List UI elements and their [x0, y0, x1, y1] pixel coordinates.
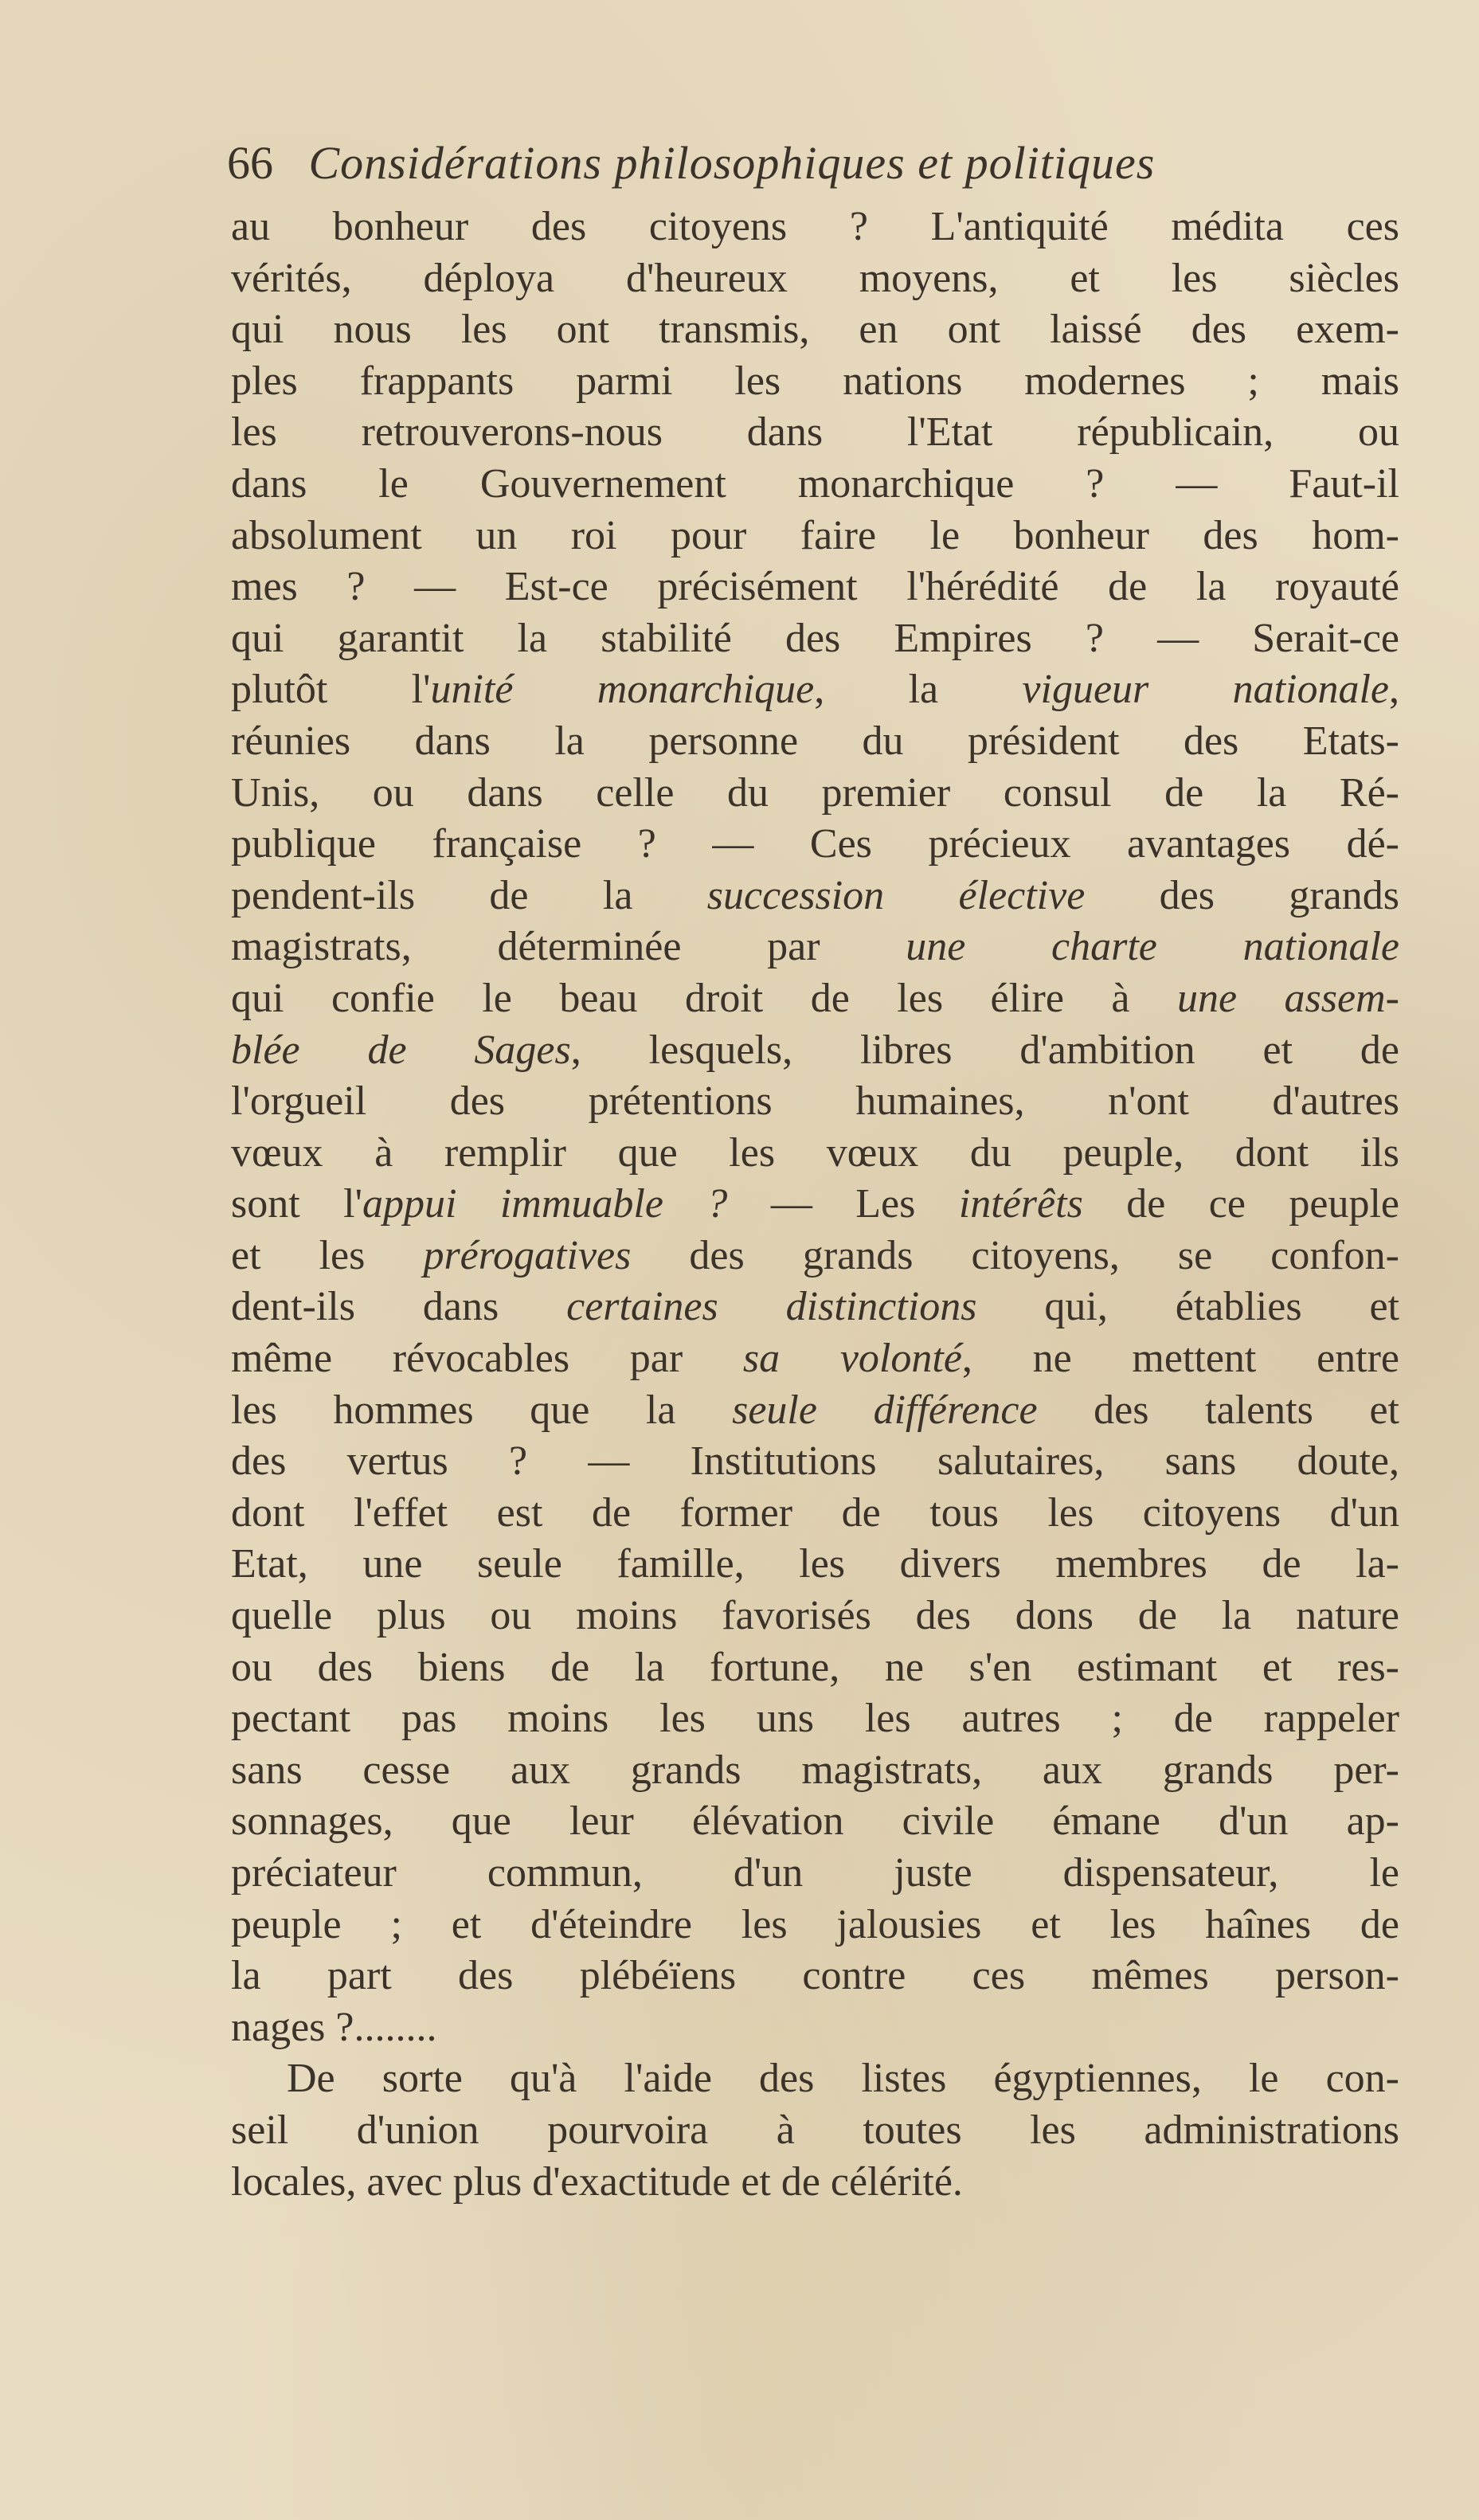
page-number: 66	[227, 137, 273, 189]
text-line	[231, 2105, 1399, 2157]
text-run: au bonheur des citoyens ? L'antiquité médita ces	[231, 204, 1399, 249]
text-run: qui confie le beau droit de les élire à	[231, 975, 1177, 1021]
text-run: mes ? — Est-ce précisément l'hérédité de la royauté	[231, 564, 1399, 610]
text-line	[231, 1076, 1399, 1128]
text-run: ,	[1389, 667, 1400, 713]
text-line	[231, 1745, 1399, 1797]
text-run: de ce peuple	[1082, 1181, 1400, 1227]
text-run: locales, avec plus d'exactitude et de célérité.	[231, 2158, 963, 2205]
text-line	[231, 819, 1399, 871]
text-run: De sorte qu'à l'aide des listes égyptiennes, le con-	[287, 2056, 1399, 2102]
text-line	[231, 871, 1399, 922]
running-header	[227, 135, 1406, 191]
text-line	[231, 1128, 1399, 1180]
text-run: dent-ils dans	[231, 1284, 567, 1330]
text-run: les hommes que la	[231, 1387, 733, 1433]
text-run: quelle plus ou moins favorisés des dons de la nature	[231, 1593, 1399, 1639]
text-run: absolument un roi pour faire le bonheur des hom-	[231, 512, 1399, 558]
text-line	[231, 1539, 1399, 1591]
text-run: pectant pas moins les uns les autres ; de rappeler	[231, 1696, 1399, 1742]
text-run: ou des biens de la fortune, ne s'en estimant et res-	[231, 1644, 1399, 1690]
text-line	[231, 1025, 1399, 1077]
text-run: vœux à remplir que les vœux du peuple, dont ils	[231, 1129, 1399, 1176]
page-body-text	[231, 202, 1399, 2208]
text-run: des grands citoyens, se confon-	[631, 1232, 1399, 1278]
text-line	[231, 2002, 1399, 2054]
text-line	[231, 1693, 1399, 1745]
text-run: dont l'effet est de former de tous les citoyens d'un	[231, 1489, 1399, 1536]
italic-phrase: appui immuable ?	[362, 1181, 728, 1227]
text-run: — Les	[727, 1181, 959, 1227]
text-run: l'orgueil des prétentions humaines, n'ont d'autres	[231, 1078, 1399, 1125]
text-line	[231, 1951, 1399, 2002]
text-line	[231, 1385, 1399, 1437]
text-run: magistrats, déterminée par	[231, 924, 906, 970]
text-run: vérités, déploya d'heureux moyens, et les siècles	[231, 255, 1399, 301]
text-line	[231, 1231, 1399, 1282]
text-run: Unis, ou dans celle du premier consul de la Ré-	[231, 769, 1399, 816]
text-line	[231, 2157, 1399, 2209]
text-run: qui nous les ont transmis, en ont laissé des exem-	[231, 307, 1399, 353]
text-run: sans cesse aux grands magistrats, aux grands per-	[231, 1747, 1399, 1793]
text-run: réunies dans la personne du président des Etats-	[231, 718, 1399, 764]
italic-phrase: seule différence	[732, 1387, 1038, 1433]
text-run: ples frappants parmi les nations modernes ; mais	[231, 358, 1399, 404]
text-line	[231, 613, 1399, 665]
text-line	[231, 511, 1399, 562]
text-run: Etat, une seule famille, les divers membres de la-	[231, 1541, 1399, 1587]
text-run: pendent-ils de la	[231, 872, 707, 918]
text-line	[231, 1796, 1399, 1848]
italic-phrase: vigueur nationale	[1022, 667, 1390, 713]
text-line	[231, 1436, 1399, 1488]
text-run: nages ?........	[231, 2004, 437, 2050]
text-line	[231, 922, 1399, 973]
text-line	[231, 304, 1399, 356]
text-line	[231, 407, 1399, 459]
text-run: des talents et	[1037, 1387, 1399, 1433]
text-line	[231, 202, 1399, 253]
text-run: sont l'	[231, 1181, 362, 1227]
text-line	[231, 459, 1399, 511]
text-run: préciateur commun, d'un juste dispensateur, le	[231, 1850, 1399, 1896]
italic-phrase: sa volonté	[742, 1336, 962, 1382]
text-line	[231, 973, 1399, 1025]
text-line	[231, 1179, 1399, 1231]
text-run: la part des plébéïens contre ces mêmes person-	[231, 1953, 1399, 1999]
text-line	[231, 253, 1399, 305]
italic-phrase: succession élective	[706, 872, 1086, 918]
text-run: même révocables par	[231, 1336, 743, 1382]
text-line	[231, 562, 1399, 613]
text-line	[231, 2053, 1399, 2105]
text-line	[231, 1642, 1399, 1694]
italic-phrase: prérogatives	[423, 1232, 632, 1278]
text-line	[231, 716, 1399, 768]
italic-phrase: une assem-	[1176, 975, 1399, 1021]
text-line	[231, 1848, 1399, 1900]
text-run: , la	[814, 667, 1023, 713]
text-line	[231, 1282, 1399, 1333]
text-line	[231, 1488, 1399, 1540]
italic-phrase: certaines distinctions	[566, 1284, 977, 1330]
text-line	[231, 1333, 1399, 1385]
text-run: les retrouverons-nous dans l'Etat républicain, ou	[231, 409, 1399, 456]
text-run: des grands	[1085, 872, 1399, 918]
text-line	[231, 768, 1399, 820]
italic-phrase: intérêts	[958, 1181, 1083, 1227]
text-run: dans le Gouvernement monarchique ? — Faut-il	[231, 460, 1399, 507]
italic-phrase: unité monarchique	[430, 667, 815, 713]
text-run: qui, établies et	[976, 1284, 1399, 1330]
text-line	[231, 1591, 1399, 1642]
text-run: publique française ? — Ces précieux avantages dé-	[231, 821, 1399, 867]
text-run: , lesquels, libres d'ambition et de	[570, 1027, 1399, 1073]
text-run: , ne mettent entre	[961, 1336, 1400, 1382]
running-title: Considérations philosophiques et politiques	[308, 137, 1156, 189]
text-run: des vertus ? — Institutions salutaires, sans doute,	[231, 1438, 1399, 1485]
text-run: plutôt l'	[231, 667, 431, 713]
text-line	[231, 664, 1399, 716]
italic-phrase: blée de Sages	[231, 1027, 571, 1073]
italic-phrase: une charte nationale	[906, 924, 1399, 970]
text-line	[231, 1900, 1399, 1951]
text-line	[231, 356, 1399, 408]
text-run: sonnages, que leur élévation civile émane d'un ap-	[231, 1798, 1399, 1845]
text-run: seil d'union pourvoira à toutes les administrations	[231, 2107, 1399, 2153]
text-run: et les	[231, 1232, 424, 1278]
text-run: peuple ; et d'éteindre les jalousies et les haînes de	[231, 1901, 1399, 1947]
text-run: qui garantit la stabilité des Empires ? — Serait-ce	[231, 615, 1399, 661]
